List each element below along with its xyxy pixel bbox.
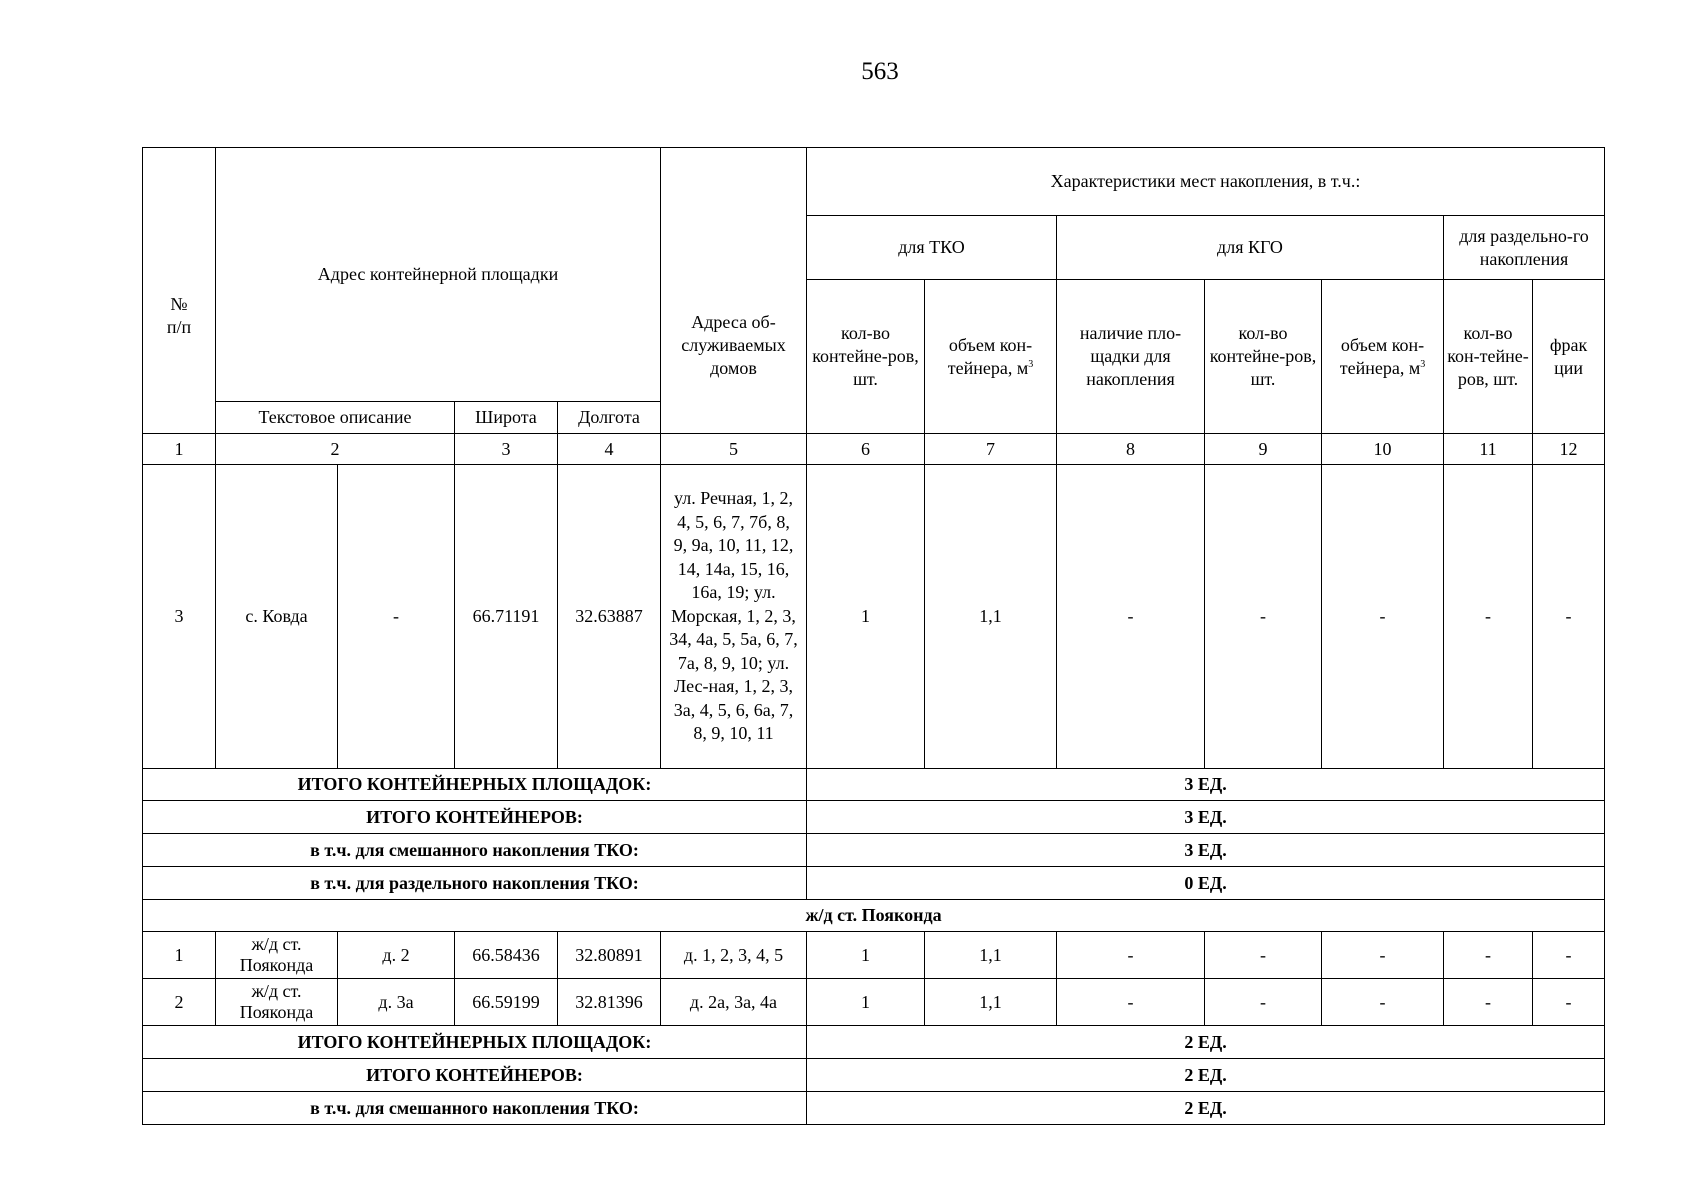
- header-kgo-site: наличие пло-щадки для накопления: [1057, 280, 1205, 434]
- section-row: [143, 900, 1605, 932]
- total-row: [143, 867, 1605, 900]
- col-number: 6: [807, 434, 925, 465]
- total-label: ИТОГО КОНТЕЙНЕРОВ:: [143, 1059, 807, 1092]
- total-label: в т.ч. для раздельного накопления ТКО:: [143, 867, 807, 900]
- total-value: 3 ЕД.: [807, 834, 1605, 867]
- cell-sep-count: -: [1444, 979, 1533, 1026]
- col-number: 1: [143, 434, 216, 465]
- total-row: [143, 1092, 1605, 1125]
- cell-num: 3: [143, 465, 216, 769]
- col-number: 10: [1322, 434, 1444, 465]
- header-num: № п/п: [143, 148, 216, 434]
- cell-kgo-count: -: [1205, 465, 1322, 769]
- col-number: 2: [216, 434, 455, 465]
- col-number: 3: [455, 434, 558, 465]
- cell-place: с. Ковда: [216, 465, 338, 769]
- header-tko: для ТКО: [807, 216, 1057, 280]
- cell-kgo-count: -: [1205, 932, 1322, 979]
- cell-served: д. 2а, 3а, 4а: [661, 979, 807, 1026]
- total-value: 3 ЕД.: [807, 769, 1605, 801]
- total-row: [143, 834, 1605, 867]
- total-row: [143, 801, 1605, 834]
- table-row: [143, 932, 1605, 979]
- cell-house: -: [338, 465, 455, 769]
- cell-sep-count: -: [1444, 465, 1533, 769]
- total-label: в т.ч. для смешанного накопления ТКО:: [143, 834, 807, 867]
- col-number: 9: [1205, 434, 1322, 465]
- total-label: ИТОГО КОНТЕЙНЕРОВ:: [143, 801, 807, 834]
- cell-kgo-volume: -: [1322, 932, 1444, 979]
- header-address: Адрес контейнерной площадки: [216, 148, 661, 402]
- total-label: ИТОГО КОНТЕЙНЕРНЫХ ПЛОЩАДОК:: [143, 1026, 807, 1059]
- col-number: 8: [1057, 434, 1205, 465]
- header-kgo: для КГО: [1057, 216, 1444, 280]
- cell-num: 2: [143, 979, 216, 1026]
- cell-lat: 66.58436: [455, 932, 558, 979]
- cell-kgo-site: -: [1057, 979, 1205, 1026]
- total-row: [143, 769, 1605, 801]
- header-kgo-volume: объем кон-тейнера, $м^3$: [1322, 280, 1444, 434]
- header-sep-count: кол-во кон-тейне-ров, шт.: [1444, 280, 1533, 434]
- col-number: 4: [558, 434, 661, 465]
- total-value: 2 ЕД.: [807, 1026, 1605, 1059]
- header-kgo-count: кол-во контейне-ров, шт.: [1205, 280, 1322, 434]
- header-separate: для раздельно-го накопления: [1444, 216, 1605, 280]
- cell-place: ж/д ст. Пояконда: [216, 979, 338, 1026]
- column-numbers-row: [143, 434, 1605, 465]
- cell-tko-count: 1: [807, 465, 925, 769]
- total-value: 0 ЕД.: [807, 867, 1605, 900]
- table-row: [143, 979, 1605, 1026]
- header-characteristics: Характеристики мест накопления, в т.ч.:: [807, 148, 1605, 216]
- cell-sep-count: -: [1444, 932, 1533, 979]
- cell-place: ж/д ст. Пояконда: [216, 932, 338, 979]
- cell-sep-fraction: -: [1533, 932, 1605, 979]
- header-lon: Долгота: [558, 402, 661, 434]
- cell-tko-count: 1: [807, 932, 925, 979]
- total-value: 3 ЕД.: [807, 801, 1605, 834]
- header-text-desc: Текстовое описание: [216, 402, 455, 434]
- container-sites-table: [142, 147, 1605, 1125]
- cell-tko-volume: 1,1: [925, 979, 1057, 1026]
- cell-tko-volume: 1,1: [925, 465, 1057, 769]
- cell-lat: 66.71191: [455, 465, 558, 769]
- cell-lat: 66.59199: [455, 979, 558, 1026]
- cell-served: д. 1, 2, 3, 4, 5: [661, 932, 807, 979]
- header-tko-count: кол-во контейне-ров, шт.: [807, 280, 925, 434]
- total-value: 2 ЕД.: [807, 1059, 1605, 1092]
- total-label: в т.ч. для смешанного накопления ТКО:: [143, 1092, 807, 1125]
- total-row: [143, 1059, 1605, 1092]
- cell-lon: 32.63887: [558, 465, 661, 769]
- cell-lon: 32.80891: [558, 932, 661, 979]
- col-number: 11: [1444, 434, 1533, 465]
- cell-kgo-site: -: [1057, 932, 1205, 979]
- header-sep-fraction: фрак ции: [1533, 280, 1605, 434]
- col-number: 7: [925, 434, 1057, 465]
- cell-tko-count: 1: [807, 979, 925, 1026]
- col-number: 12: [1533, 434, 1605, 465]
- header-tko-volume: объем кон-тейнера, $м^3$: [925, 280, 1057, 434]
- cell-sep-fraction: -: [1533, 979, 1605, 1026]
- cell-house: д. 2: [338, 932, 455, 979]
- total-row: [143, 1026, 1605, 1059]
- cell-kgo-volume: -: [1322, 979, 1444, 1026]
- header-served: Адреса об-служиваемых домов: [661, 148, 807, 434]
- cell-sep-fraction: -: [1533, 465, 1605, 769]
- cell-house: д. 3а: [338, 979, 455, 1026]
- cell-kgo-site: -: [1057, 465, 1205, 769]
- cell-kgo-volume: -: [1322, 465, 1444, 769]
- section-title: ж/д ст. Пояконда: [143, 900, 1605, 932]
- page-number: 563: [861, 58, 899, 85]
- cell-num: 1: [143, 932, 216, 979]
- total-label: ИТОГО КОНТЕЙНЕРНЫХ ПЛОЩАДОК:: [143, 769, 807, 801]
- cell-served: ул. Речная, 1, 2, 4, 5, 6, 7, 7б, 8, 9, 9а, 10, 11, 12, 14, 14а, 15, 16, 16а, 19; ул. Морская, 1, 2, 3, 34, 4а, 5, 5а, 6, 7, 7а, 8, 9, 10; ул. Лес-ная, 1, 2, 3, 3а, 4, 5, 6, 6а, 7, 8, 9, 10, 11: [661, 465, 807, 769]
- cell-kgo-count: -: [1205, 979, 1322, 1026]
- cell-lon: 32.81396: [558, 979, 661, 1026]
- col-number: 5: [661, 434, 807, 465]
- total-value: 2 ЕД.: [807, 1092, 1605, 1125]
- table-row: [143, 465, 1605, 769]
- header-lat: Широта: [455, 402, 558, 434]
- cell-tko-volume: 1,1: [925, 932, 1057, 979]
